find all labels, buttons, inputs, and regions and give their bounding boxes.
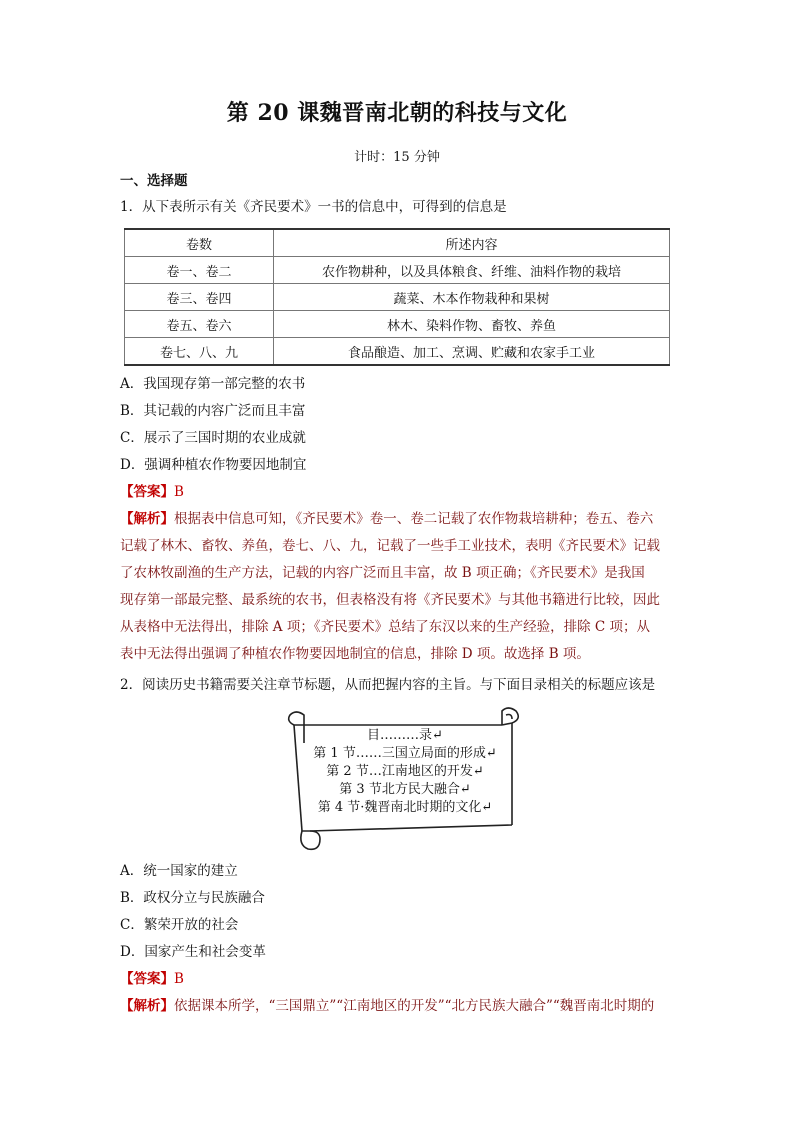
toc-entry: 第 1 节……三国立局面的形成↵ xyxy=(313,746,497,761)
q1-analysis-line: 表中无法得出强调了种植农作物要因地制宜的信息，排除 D 项。故选择 B 项。 xyxy=(120,646,590,662)
table-header-cell: 卷数 xyxy=(125,229,274,257)
q1-analysis-line xyxy=(120,509,653,529)
analysis-text: 依据课本所学，“三国鼎立”“江南地区的开发”“北方民族大融合”“魏晋南北时期的 xyxy=(174,998,655,1014)
table-cell: 食品酿造、加工、烹调、贮藏和农家手工业 xyxy=(274,338,670,366)
q1-option-b: B．其记载的内容广泛而且丰富 xyxy=(120,403,306,419)
q2-option-b: B．政权分立与民族融合 xyxy=(120,890,265,906)
q1-analysis-line: 记载了林木、畜牧、养鱼，卷七、八、九，记载了一些手工业技术，表明《齐民要术》记载 xyxy=(120,538,660,554)
q2-option-d: D．国家产生和社会变革 xyxy=(120,944,266,960)
toc-entry: 第 4 节·魏晋南北时期的文化↵ xyxy=(317,800,493,815)
table-cell: 卷三、卷四 xyxy=(125,284,274,311)
table-row xyxy=(125,338,670,366)
q1-option-c: C．展示了三国时期的农业成就 xyxy=(120,430,306,446)
q2-option-a: A．统一国家的建立 xyxy=(120,863,238,879)
analysis-label: 【解析】 xyxy=(120,998,174,1014)
table-row xyxy=(125,257,670,284)
q1-analysis-line: 从表格中无法得出，排除 A 项；《齐民要术》总结了东汉以来的生产经验，排除 C 项；从 xyxy=(120,619,650,635)
table-header-cell: 所述内容 xyxy=(274,229,670,257)
table-of-contents-scroll xyxy=(280,703,525,853)
toc-text xyxy=(300,727,510,817)
q1-stem: 1．从下表所示有关《齐民要术》一书的信息中，可得到的信息是 xyxy=(120,199,507,215)
q2-analysis-line xyxy=(120,996,654,1016)
table-cell: 卷一、卷二 xyxy=(125,257,274,284)
table-cell: 林木、染料作物、畜牧、养鱼 xyxy=(274,311,670,338)
q1-answer xyxy=(120,482,184,502)
q2-stem: 2．阅读历史书籍需要关注章节标题，从而把握内容的主旨。与下面目录相关的标题应该是 xyxy=(120,677,656,693)
table-header-row xyxy=(125,229,670,257)
answer-value: B xyxy=(174,484,184,500)
table-cell: 蔬菜、木本作物栽种和果树 xyxy=(274,284,670,311)
table-row xyxy=(125,284,670,311)
timer-text: 计时：15 分钟 xyxy=(354,150,440,165)
q1-option-d: D．强调种植农作物要因地制宜 xyxy=(120,457,307,473)
page-title: 第 20 课魏晋南北朝的科技与文化 xyxy=(226,100,568,126)
table-row xyxy=(125,311,670,338)
q1-option-a: A．我国现存第一部完整的农书 xyxy=(120,376,306,392)
q2-answer xyxy=(120,969,184,989)
answer-label: 【答案】 xyxy=(120,484,174,500)
toc-entry: 第 3 节北方民大融合↵ xyxy=(339,782,471,797)
q1-info-table xyxy=(124,228,670,366)
table-cell: 卷七、八、九 xyxy=(125,338,274,366)
q1-analysis-line: 了农林牧副渔的生产方法，记载的内容广泛而且丰富，故 B 项正确；《齐民要术》是我国 xyxy=(120,565,645,581)
analysis-label: 【解析】 xyxy=(120,511,174,527)
toc-heading: 目………录↵ xyxy=(367,728,443,743)
toc-entry: 第 2 节…江南地区的开发↵ xyxy=(326,764,484,779)
section-heading: 一、选择题 xyxy=(120,173,188,189)
table-cell: 卷五、卷六 xyxy=(125,311,274,338)
answer-label: 【答案】 xyxy=(120,971,174,987)
answer-value: B xyxy=(174,971,184,987)
table-cell: 农作物耕种，以及具体粮食、纤维、油料作物的栽培 xyxy=(274,257,670,284)
analysis-text: 根据表中信息可知，《齐民要术》卷一、卷二记载了农作物栽培耕种；卷五、卷六 xyxy=(174,511,654,527)
q2-option-c: C．繁荣开放的社会 xyxy=(120,917,239,933)
q1-analysis-line: 现存第一部最完整、最系统的农书，但表格没有将《齐民要术》与其他书籍进行比较，因此 xyxy=(120,592,660,608)
